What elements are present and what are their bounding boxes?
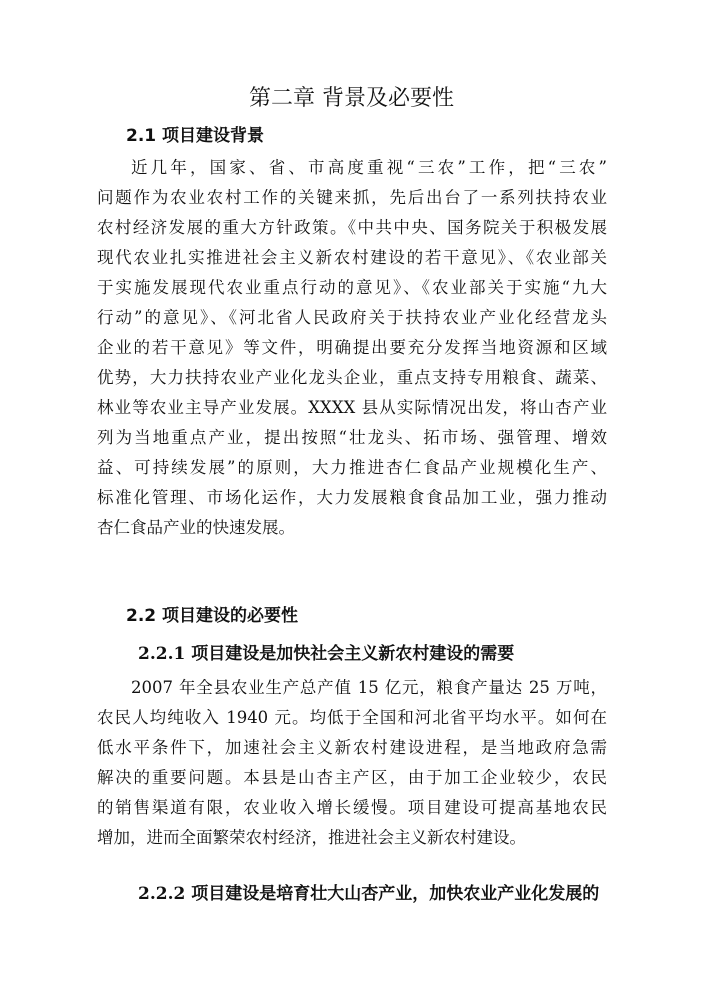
text-line: 于实施发展现代农业重点行动的意见》、《农业部关于实施“九大 xyxy=(97,278,607,297)
chapter-title: 第二章 背景及必要性 xyxy=(249,86,454,111)
paragraph-necessity xyxy=(97,673,607,853)
text-line: 农民人均纯收入 1940 元。均低于全国和河北省平均水平。如何在 xyxy=(97,708,607,727)
section-heading-2-2-2: 2.2.2 项目建设是培育壮大山杏产业，加快农业产业化发展的 xyxy=(138,884,600,904)
section-heading-2-2-1: 2.2.1 项目建设是加快社会主义新农村建设的需要 xyxy=(138,644,515,664)
text-line: 问题作为农业农村工作的关键来抓，先后出台了一系列扶持农业 xyxy=(97,188,607,207)
text-line: 增加，进而全面繁荣农村经济，推进社会主义新农村建设。 xyxy=(97,828,526,847)
section-heading-2-2: 2.2 项目建设的必要性 xyxy=(126,606,299,626)
text-line: 杏仁食品产业的快速发展。 xyxy=(97,518,295,537)
text-line: 2007 年全县农业生产总产值 15 亿元，粮食产量达 25 万吨， xyxy=(131,678,607,697)
text-line: 低水平条件下，加速社会主义新农村建设进程，是当地政府急需 xyxy=(97,738,607,757)
text-line: 优势，大力扶持农业产业化龙头企业，重点支持专用粮食、蔬菜、 xyxy=(97,368,607,387)
text-line: 林业等农业主导产业发展。XXXX 县从实际情况出发，将山杏产业 xyxy=(97,398,607,417)
text-line: 列为当地重点产业，提出按照“壮龙头、拓市场、强管理、增效 xyxy=(97,428,607,447)
text-line: 近几年，国家、省、市高度重视“三农”工作，把“三农” xyxy=(131,158,607,177)
text-line: 解决的重要问题。本县是山杏主产区，由于加工企业较少，农民 xyxy=(97,768,607,787)
text-line: 农村经济发展的重大方针政策。《中共中央、国务院关于积极发展 xyxy=(97,218,607,237)
section-heading-2-1: 2.1 项目建设背景 xyxy=(126,126,265,146)
text-line: 标准化管理、市场化运作，大力发展粮食食品加工业，强力推动 xyxy=(97,488,607,507)
paragraph-background xyxy=(97,153,607,543)
text-line: 益、可持续发展”的原则，大力推进杏仁食品产业规模化生产、 xyxy=(97,458,607,477)
text-line: 行动”的意见》、《河北省人民政府关于扶持农业产业化经营龙头 xyxy=(97,308,607,327)
text-line: 的销售渠道有限，农业收入增长缓慢。项目建设可提高基地农民 xyxy=(97,798,607,817)
text-line: 企业的若干意见》等文件，明确提出要充分发挥当地资源和区域 xyxy=(97,338,607,357)
text-line: 现代农业扎实推进社会主义新农村建设的若干意见》、《农业部关 xyxy=(97,248,607,267)
